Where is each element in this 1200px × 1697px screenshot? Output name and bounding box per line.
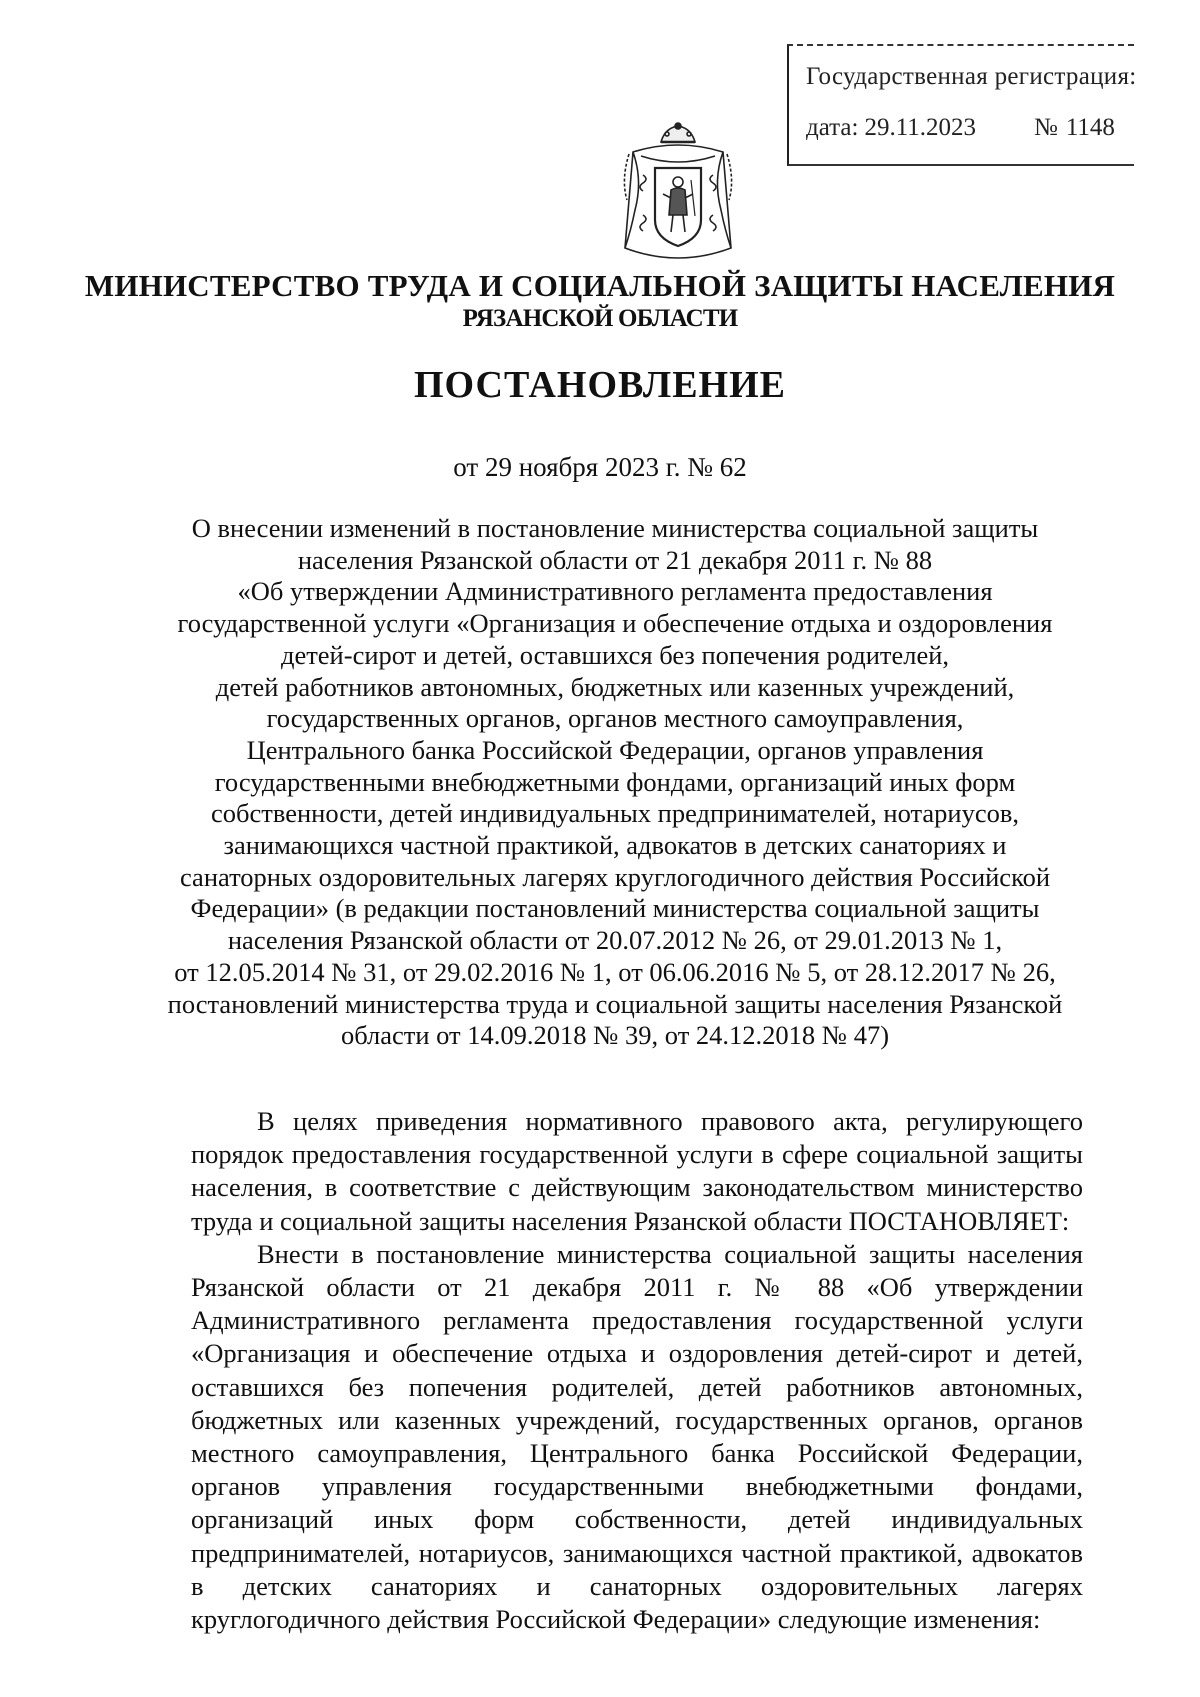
ministry-name: МИНИСТЕРСТВО ТРУДА И СОЦИАЛЬНОЙ ЗАЩИТЫ НАСЕЛЕНИЯ <box>84 268 1116 303</box>
title-line: Центрального банка Российской Федерации, органов управления <box>246 734 984 765</box>
document-body <box>191 1105 1083 1636</box>
registration-date-label: дата: <box>806 114 859 141</box>
registration-number <box>1034 114 1115 142</box>
region-name: РЯЗАНСКОЙ ОБЛАСТИ <box>462 305 738 332</box>
title-line: занимающихся частной практикой, адвокатов в детских санаториях и <box>223 830 1007 861</box>
title-line: государственной услуги «Организация и обеспечение отдыха и оздоровления <box>177 608 1053 639</box>
document-date-number: от 29 ноября 2023 г. № 62 <box>453 452 747 482</box>
title-line: от 12.05.2014 № 31, от 29.02.2016 № 1, от 06.06.2016 № 5, от 28.12.2017 № 26, <box>174 956 1056 987</box>
title-line: детей-сирот и детей, оставшихся без попечения родителей, <box>280 639 950 670</box>
registration-stamp <box>787 44 1137 166</box>
title-line: О внесении изменений в постановление министерства социальной защиты <box>191 513 1039 543</box>
title-line: области от 14.09.2018 № 39, от 24.12.2018 № 47) <box>340 1020 890 1051</box>
document-title <box>150 513 1080 1052</box>
registration-title: Государственная регистрация: <box>806 63 1137 90</box>
title-line: детей работников автономных, бюджетных или казенных учреждений, <box>215 671 1015 702</box>
registration-number-label: № <box>1034 114 1058 141</box>
title-line: Федерации» (в редакции постановлений министерства социальной защиты <box>190 893 1040 924</box>
title-line: «Об утверждении Административного регламента предоставления <box>237 576 993 607</box>
title-line: населения Рязанской области от 20.07.2012 № 26, от 29.01.2013 № 1, <box>227 925 1003 956</box>
body-paragraph-amendment: Внести в постановление министерства социальной защиты населения Рязанской области от 21 декабря 2011 г. № 88 «Об утверждении Административного регламента предоставления государственной услуги «Организация и обеспечение отдыха и оздоровления детей-сирот и детей, оставшихся без попечения родителей, детей работников автономных, бюджетных или казенных учреждений, государственных органов, органов местного самоуправления, Центрального банка Российской Федерации, органов управления государственными внебюджетными фондами, организаций иных форм собственности, детей индивидуальных предпринимателей, нотариусов, занимающихся частной практикой, адвокатов в детских санаториях и санаторных оздоровительных лагерях круглогодичного действия Российской Федерации» следующие изменения: <box>191 1238 1083 1635</box>
title-line: населения Рязанской области от 21 декабря 2011 г. № 88 <box>297 544 933 575</box>
title-line: постановлений министерства труда и социальной защиты населения Рязанской <box>167 988 1063 1019</box>
title-line: государственных органов, органов местного самоуправления, <box>266 703 964 734</box>
registration-number-value: 1148 <box>1065 114 1115 141</box>
registration-date-value: 29.11.2023 <box>864 114 977 141</box>
registration-date <box>806 114 976 142</box>
title-line: государственными внебюджетными фондами, организаций иных форм <box>214 766 1016 797</box>
title-line: собственности, детей индивидуальных предпринимателей, нотариусов, <box>211 798 1019 829</box>
title-line: санаторных оздоровительных лагерях круглогодичного действия Российской <box>179 861 1051 892</box>
coat-of-arms-emblem <box>613 120 743 270</box>
document-type: ПОСТАНОВЛЕНИЕ <box>413 364 787 406</box>
body-paragraph-preamble: В целях приведения нормативного правового акта, регулирующего порядок предоставления государственной услуги в сфере социальной защиты населения, в соответствие с действующим законодательством министерство труда и социальной защиты населения Рязанской области ПОСТАНОВЛЯЕТ: <box>191 1106 1083 1236</box>
